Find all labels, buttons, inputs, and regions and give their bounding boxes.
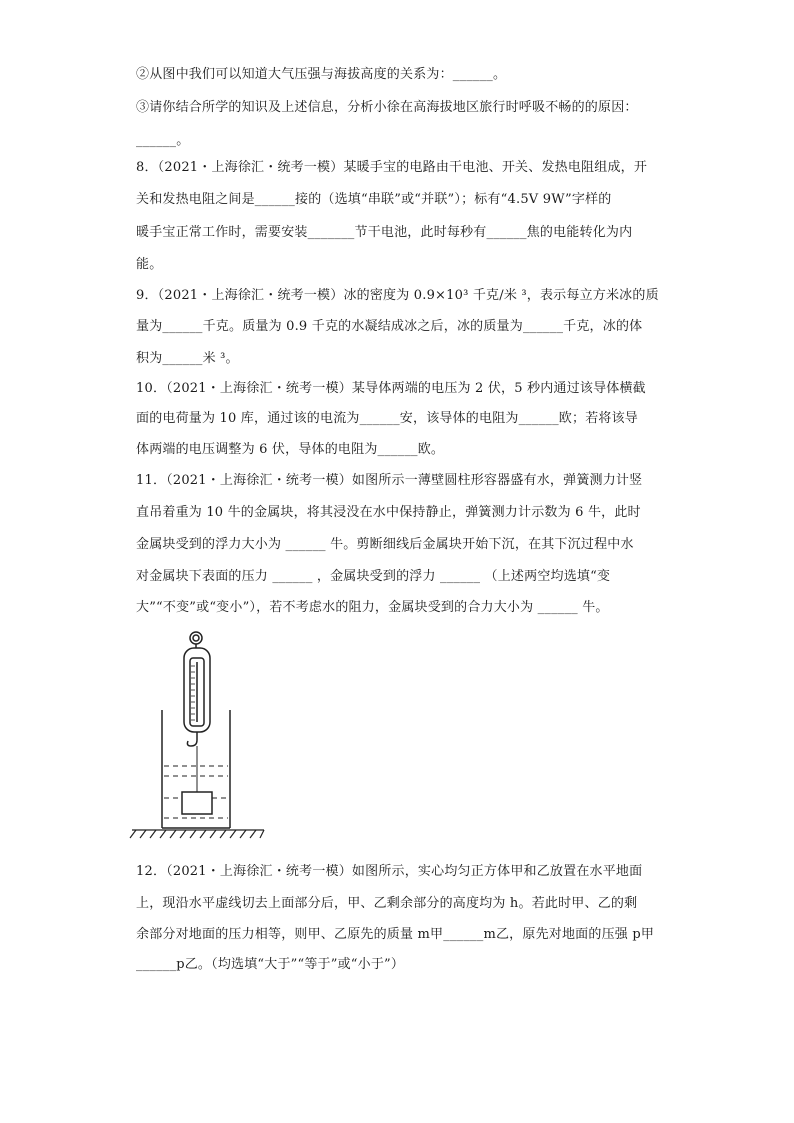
q9-line-1: 9．（2021・上海徐汇・统考一模）冰的密度为 0.9×10³ 千克/米 ³，表示每立方米冰的质 xyxy=(136,288,659,303)
q11-line-4: 对金属块下表面的压力 ______ ，金属块受到的浮力 ______ （上述两空均选填“变 xyxy=(136,569,611,584)
q7-part3-text-cont: ______。 xyxy=(136,133,190,148)
q11-line-2: 直吊着重为 10 牛的金属块，将其浸没在水中保持静止，弹簧测力计示数为 6 牛，此时 xyxy=(136,505,641,520)
q8-line-3: 暖手宝正常工作时，需要安装_______节干电池，此时每秒有______焦的电能转化为内 xyxy=(136,225,633,240)
q10-line-1: 10．（2021・上海徐汇・统考一模）某导体两端的电压为 2 伏，5 秒内通过该导体横截 xyxy=(136,381,646,396)
q10-line-3: 体两端的电压调整为 6 伏，导体的电阻为______欧。 xyxy=(136,442,445,457)
q11-line-3: 金属块受到的浮力大小为 ______ 牛。剪断细线后金属块开始下沉，在其下沉过程中水 xyxy=(136,537,634,552)
q10-line-2: 面的电荷量为 10 库，通过该的电流为______安，该导体的电阻为______欧；若将该导 xyxy=(136,411,639,426)
spring-scale xyxy=(184,632,210,746)
q11-line-1: 11．（2021・上海徐汇・统考一模）如图所示一薄壁圆柱形容器盛有水，弹簧测力计竖 xyxy=(136,473,643,488)
q11-line-5: 大”“不变”或“变小”），若不考虑水的阻力，金属块受到的合力大小为 ______ 牛。 xyxy=(136,600,609,615)
ground xyxy=(130,830,264,838)
q8-line-1: 8．（2021・上海徐汇・统考一模）某暖手宝的电路由干电池、开关、发热电阻组成，开 xyxy=(136,160,648,175)
q12-line-3: 余部分对地面的压力相等，则甲、乙原先的质量 m甲______m乙，原先对地面的压强 p甲 xyxy=(136,927,655,942)
q8-line-4: 能。 xyxy=(136,257,163,272)
q9-line-2: 量为______千克。质量为 0.9 千克的水凝结成冰之后，冰的质量为______千克，冰的体 xyxy=(136,319,643,334)
spring-scale-container-figure xyxy=(128,628,268,844)
q7-part3-text: ③请你结合所学的知识及上述信息，分析小徐在高海拔地区旅行时呼吸不畅的的原因： xyxy=(136,100,638,115)
q12-line-4: ______p乙。（均选填“大于”“等于”或“小于”） xyxy=(136,957,405,972)
q9-line-3: 积为______米 ³。 xyxy=(136,351,239,366)
metal-block xyxy=(182,792,212,814)
q8-line-2: 关和发热电阻之间是______接的（选填“串联”或“并联”）；标有“4.5V 9W”字样的 xyxy=(136,192,612,207)
q12-line-1: 12．（2021・上海徐汇・统考一模）如图所示，实心均匀正方体甲和乙放置在水平地面 xyxy=(136,864,643,879)
q12-line-2: 上，现沿水平虚线切去上面部分后，甲、乙剩余部分的高度均为 h。若此时甲、乙的剩 xyxy=(136,896,638,911)
q7-part2-text: ②从图中我们可以知道大气压强与海拔高度的关系为：______。 xyxy=(136,67,507,82)
